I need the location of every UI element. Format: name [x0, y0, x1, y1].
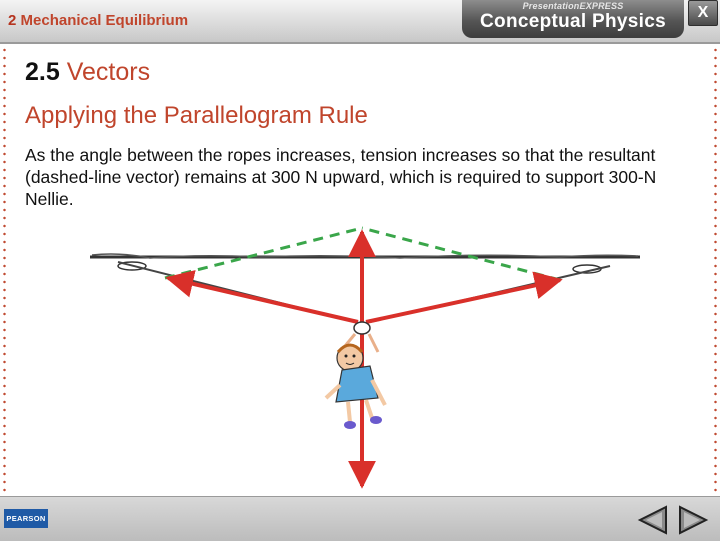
brand-main-text: Conceptual Physics	[480, 11, 666, 32]
chapter-name: Mechanical Equilibrium	[20, 12, 189, 29]
left-tension-vector	[168, 278, 358, 322]
dashed-parallelogram-left	[165, 228, 362, 278]
section-number: 2.5	[25, 58, 60, 86]
previous-slide-button[interactable]	[636, 505, 670, 535]
right-tension-vector	[366, 280, 560, 322]
dashed-parallelogram-right	[362, 228, 560, 280]
next-slide-button[interactable]	[676, 505, 710, 535]
nellie-figure	[326, 322, 385, 429]
footer-bar	[0, 496, 720, 541]
brand-top-text: PresentationEXPRESS	[522, 1, 624, 11]
slide-subtitle: Applying the Parallelogram Rule	[25, 102, 368, 129]
chapter-number: 2	[8, 12, 17, 29]
next-triangle-icon	[680, 507, 706, 533]
previous-triangle-icon	[640, 507, 666, 533]
section-label: Vectors	[66, 58, 151, 86]
publisher-logo: PEARSON	[4, 509, 48, 528]
close-button[interactable]: X	[688, 0, 718, 26]
slide-body-text: As the angle between the ropes increases, tension increases so that the resultant (dashed-line vector) remains at 300 N upward, which is required to support 300-N Nellie.	[25, 145, 657, 209]
